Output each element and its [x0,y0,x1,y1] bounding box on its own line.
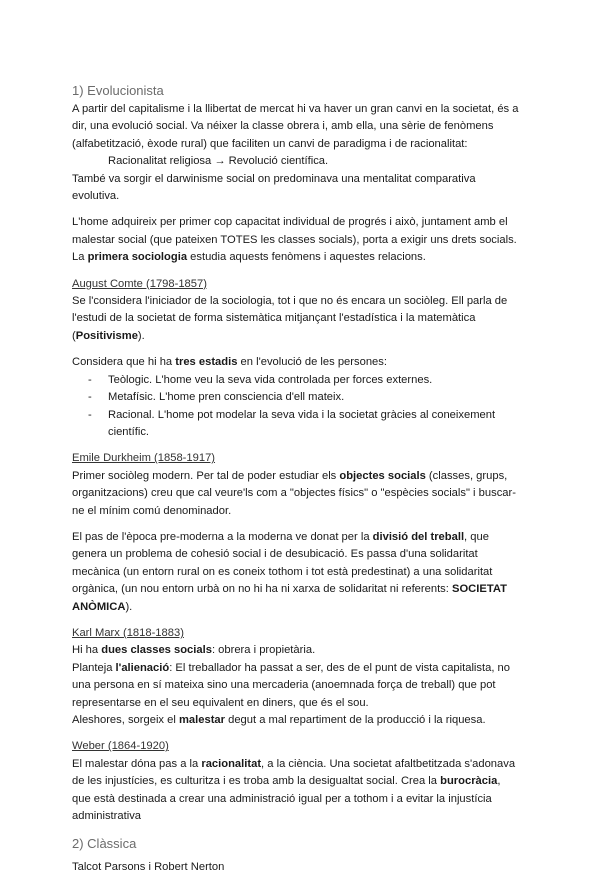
list-dash: - [88,391,92,404]
emphasis: malestar [178,714,225,726]
emphasis: tres estadis [175,356,238,369]
marx-classes-line: Hi ha dues classes socials: obrera i propietària. [72,644,316,657]
comte-stages-intro: Considera que hi ha tres estadis en l'evolució de les persones: [72,356,387,369]
first-sociology-paragraph: La primera sociologia estudia aquests fenòmens i aquestes relacions. [72,251,426,264]
emphasis: Positivisme [75,329,138,342]
author-heading-comte: August Comte (1798-1857) [72,277,207,290]
emphasis: l'alienació [115,661,170,674]
darwinism-paragraph: També va sorgir el darwinisme social on predominava una mentalitat comparativa evolutiva. [72,172,476,203]
durkheim-paragraph: Primer sociòleg modern. Per tal de poder estudiar els objectes socials (classes, grups, organitzacions) creu que cal veure'ls com a "objectes físics" o "espècies socials" i buscar-ne el mínim comú denominador. [72,469,516,517]
stages-list [72,372,520,442]
marx-malaise-line: Aleshores, sorgeix el malestar degut a mal repartiment de la producció i la riquesa. [72,714,486,726]
emphasis: SOCIETAT ANÒMICA [72,583,507,613]
emphasis: racionalitat [201,757,262,770]
document-content [72,82,520,877]
list-item: - Racional. L'home pot modelar la seva vida i la societat gràcies al coneixement científic. [88,408,496,438]
marx-alienation-paragraph: Planteja l'alienació: El treballador ha passat a ser, des de el punt de vista capitalista, no una persona en sí mateixa sino una mercaderia (anoemnada força de treball) que pot representarse en el seu equivalent en diners, que és el sou. [72,661,511,709]
author-heading-marx: Karl Marx (1818-1883) [72,626,184,639]
progress-paragraph: L'home adquireix per primer cop capacitat individual de progrés i això, juntament amb el malestar social (que pateixen TOTES les classes socials), porta a exigir uns drets socials. [72,216,517,246]
weber-paragraph: El malestar dóna pas a la racionalitat, a la ciència. Una societat afaltbetitzada s'adonava de les injustícies, es culturitza i es troba amb la desigualtat social. Crea la burocràcia, que està destinada a crear una administració igual per a tothom i a evitar la injustícia administrativa [72,757,516,823]
section-heading-evolucionista: 1) Evolucionista [72,83,164,98]
author-heading-durkheim: Emile Durkheim (1858-1917) [72,452,216,465]
list-item: - Metafísic. L'home pren consciencia d'ell mateix. [72,389,520,406]
intro-paragraph: A partir del capitalisme i la llibertat de mercat hi va haver un gran canvi en la societat, és a dir, una evolució social. Va néixer la classe obrera i, amb ella, una sèrie de fenòmens (alfabetització, èxode rural) que faciliten un canvi de paradigma i de racionalitat: [72,103,519,150]
author-heading-weber: Weber (1864-1920) [72,740,169,753]
comte-paragraph: Se l'considera l'iniciador de la sociologia, tot i que no és encara un sociòleg. Ell parla de l'estudi de la societat de forma sistemàtica mitjançant l'estadística i la matemàtica (Positivisme). [72,295,508,342]
section-heading-classica: 2) Clàssica [72,836,137,852]
emphasis: burocràcia [440,775,498,788]
division-paragraph: El pas de l'època pre-moderna a la moderna ve donat per la divisió del treball, que genera un problema de cohesió social i de desubicació. Es passa d'una solidaritat mecànica (un entorn rural on es coneix tothom i tot està predestinat) a una solidaritat orgànica, (un nou entorn urbà on no hi ha ni xarxa de solidaritat ni referents: SOCIETAT ANÒMICA). [72,530,507,613]
list-dash: - [88,373,92,386]
list-item: - Teòlogic. L'home veu la seva vida controlada per forces externes. [72,372,520,389]
paradigm-arrow-line: Racionalitat religiosa → Revolució científica. [108,155,329,168]
emphasis: dues classes socials [101,644,212,657]
emphasis: objectes socials [339,469,426,482]
emphasis: divisió del treball [372,530,465,543]
list-dash: - [88,408,92,421]
emphasis: primera sociologia [87,251,188,264]
classica-paragraph: Talcot Parsons i Robert Nerton [72,861,225,874]
